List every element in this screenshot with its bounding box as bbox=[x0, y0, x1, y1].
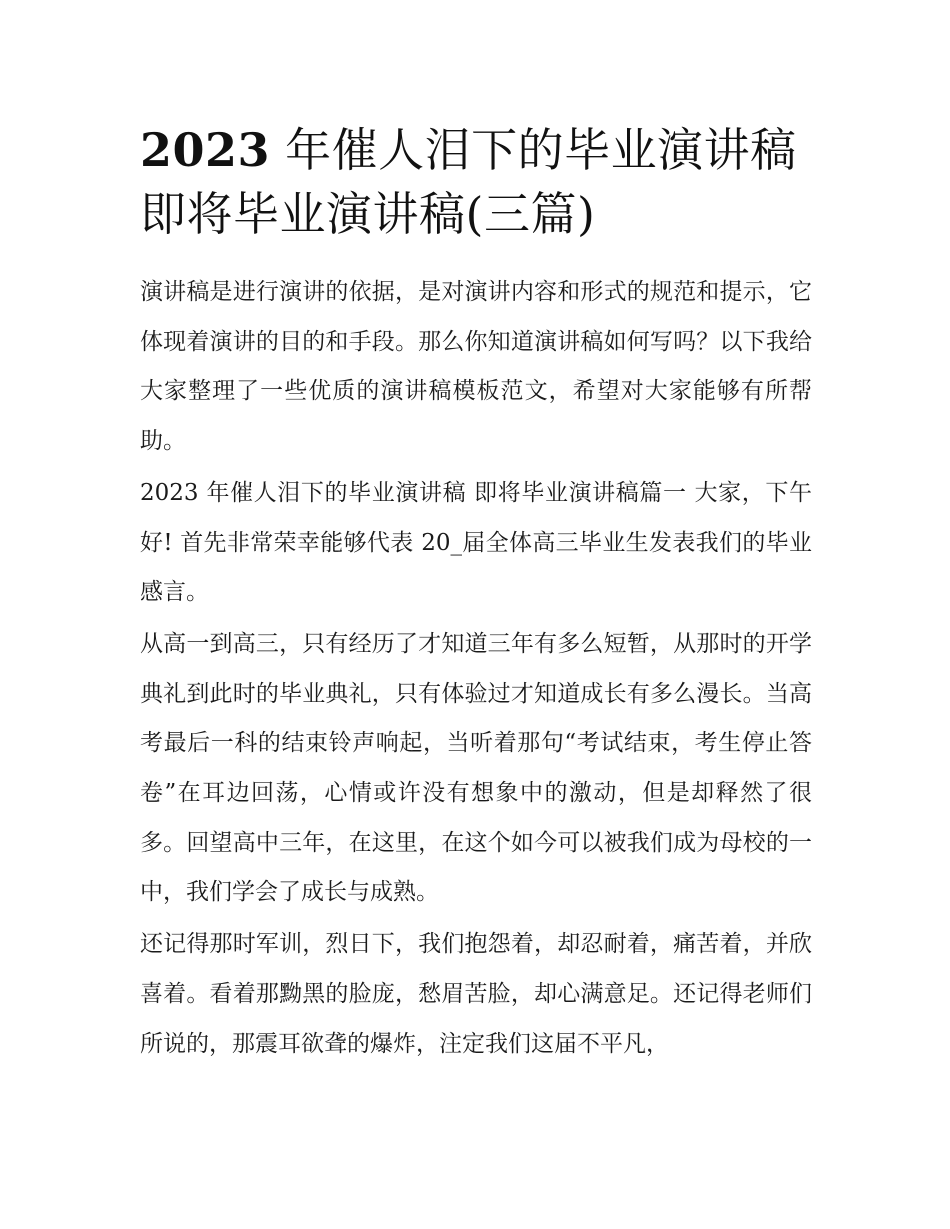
paragraph-speech-opening: 2023 年催人泪下的毕业演讲稿 即将毕业演讲稿篇一 大家，下午好! 首先非常荣幸能够代表 20_届全体高三毕业生发表我们的毕业感言。 bbox=[140, 479, 812, 606]
paragraph-high-school-years: 从高一到高三，只有经历了才知道三年有多么短暂，从那时的开学典礼到此时的毕业典礼，只有体验过才知道成长有多么漫长。当高考最后一科的结束铃声响起，当听着那句“考试结束，考生停止答卷”在耳边回荡，心情或许没有想象中的激动，但是却释然了很多。回望高中三年，在这里，在这个如今可以被我们成为母校的一中，我们学会了成长与成熟。 bbox=[140, 630, 812, 906]
paragraph-military-training: 还记得那时军训，烈日下，我们抱怨着，却忍耐着，痛苦着，并欣喜着。看着那黝黑的脸庞，愁眉苦脸，却心满意足。还记得老师们所说的，那震耳欲聋的爆炸，注定我们这届不平凡， bbox=[140, 931, 812, 1057]
document-content bbox=[140, 118, 812, 1071]
document-title-year: 2023 bbox=[140, 123, 271, 177]
document-body bbox=[140, 268, 812, 1069]
document-title bbox=[140, 118, 812, 246]
paragraph-intro: 演讲稿是进行演讲的依据，是对演讲内容和形式的规范和提示，它体现着演讲的目的和手段。那么你知道演讲稿如何写吗？以下我给大家整理了一些优质的演讲稿模板范文，希望对大家能够有所帮助。 bbox=[140, 279, 812, 455]
document-title-text: 年催人泪下的毕业演讲稿即将毕业演讲稿(三篇) bbox=[140, 123, 797, 241]
